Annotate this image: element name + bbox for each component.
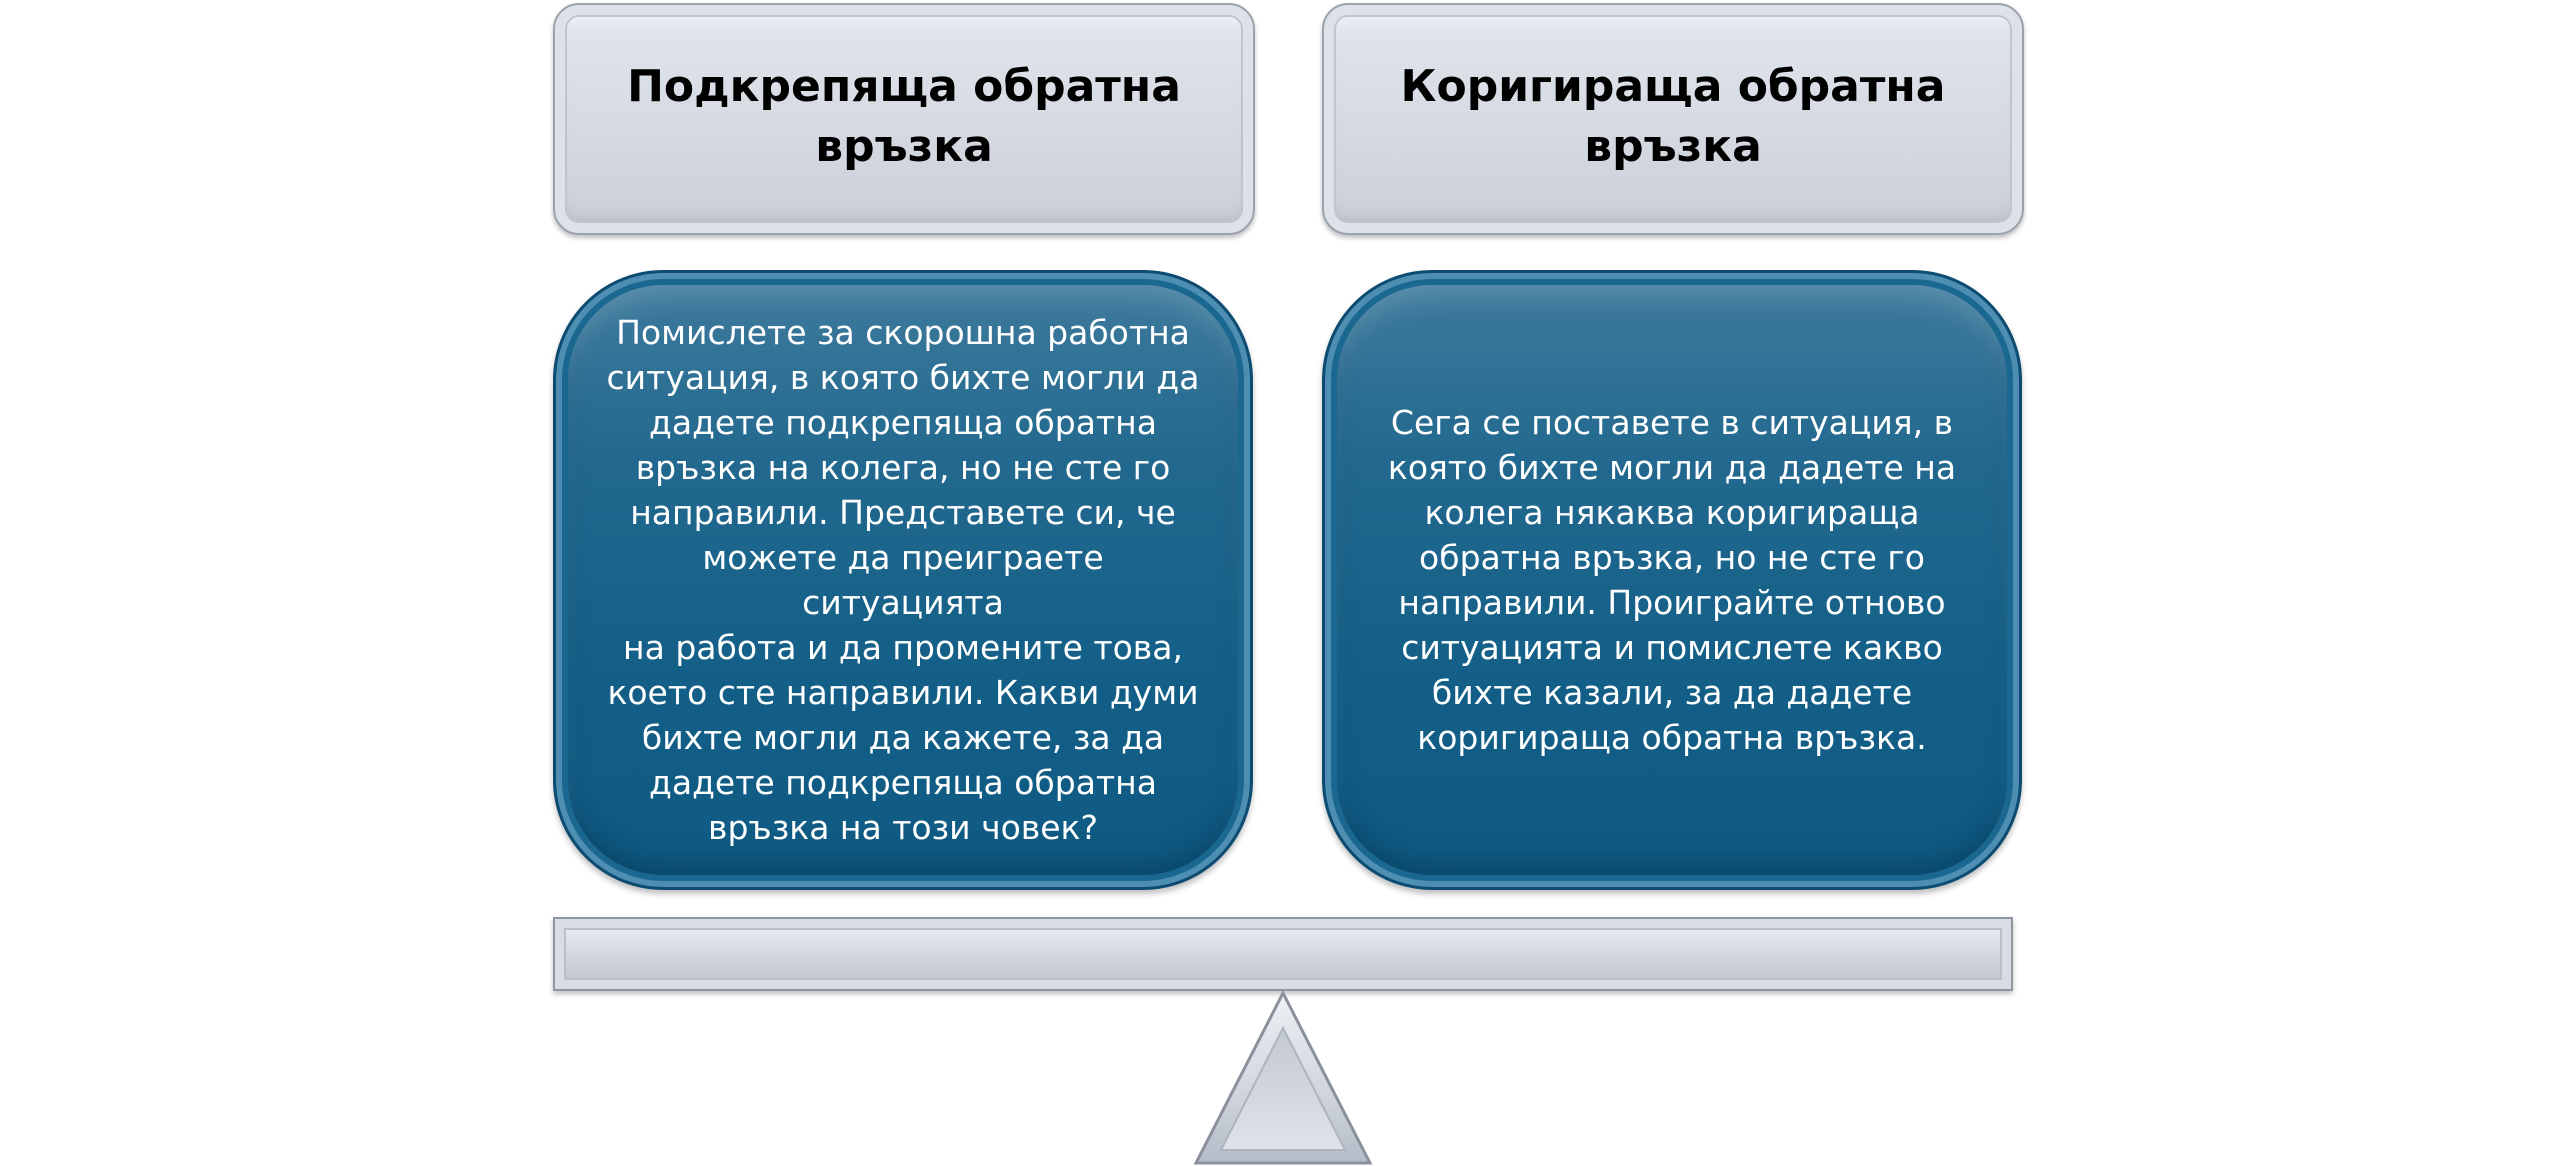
fulcrum-triangle-icon	[1193, 990, 1373, 1166]
corrective-feedback-text: Сега се поставете в ситуация, в която бихте могли да дадете на колега някаква коригираща обратна връзка, но не сте го направили. Проиграйте отново ситуацията и помислете какво бихте казали, за да дадете коригираща обратна връзка.	[1387, 403, 1957, 757]
corrective-feedback-box	[1322, 270, 2022, 890]
corrective-feedback-title: Коригираща обратна връзка	[1400, 61, 1946, 172]
corrective-feedback-header	[1322, 3, 2024, 235]
supportive-feedback-header	[553, 3, 1255, 235]
supportive-feedback-box	[553, 270, 1253, 890]
supportive-feedback-text: Помислете за скорошна работна ситуация, в която бихте могли да дадете подкрепяща обратна връзка на колега, но не сте го направили. Представете си, че можете да преиграете ситуацията на работа и да промените това, което сте направили. Какви думи бихте могли да кажете, за да дадете подкрепяща обратна връзка на този човек?	[606, 313, 1200, 847]
supportive-feedback-title: Подкрепяща обратна връзка	[627, 61, 1181, 172]
balance-beam	[553, 917, 2013, 991]
